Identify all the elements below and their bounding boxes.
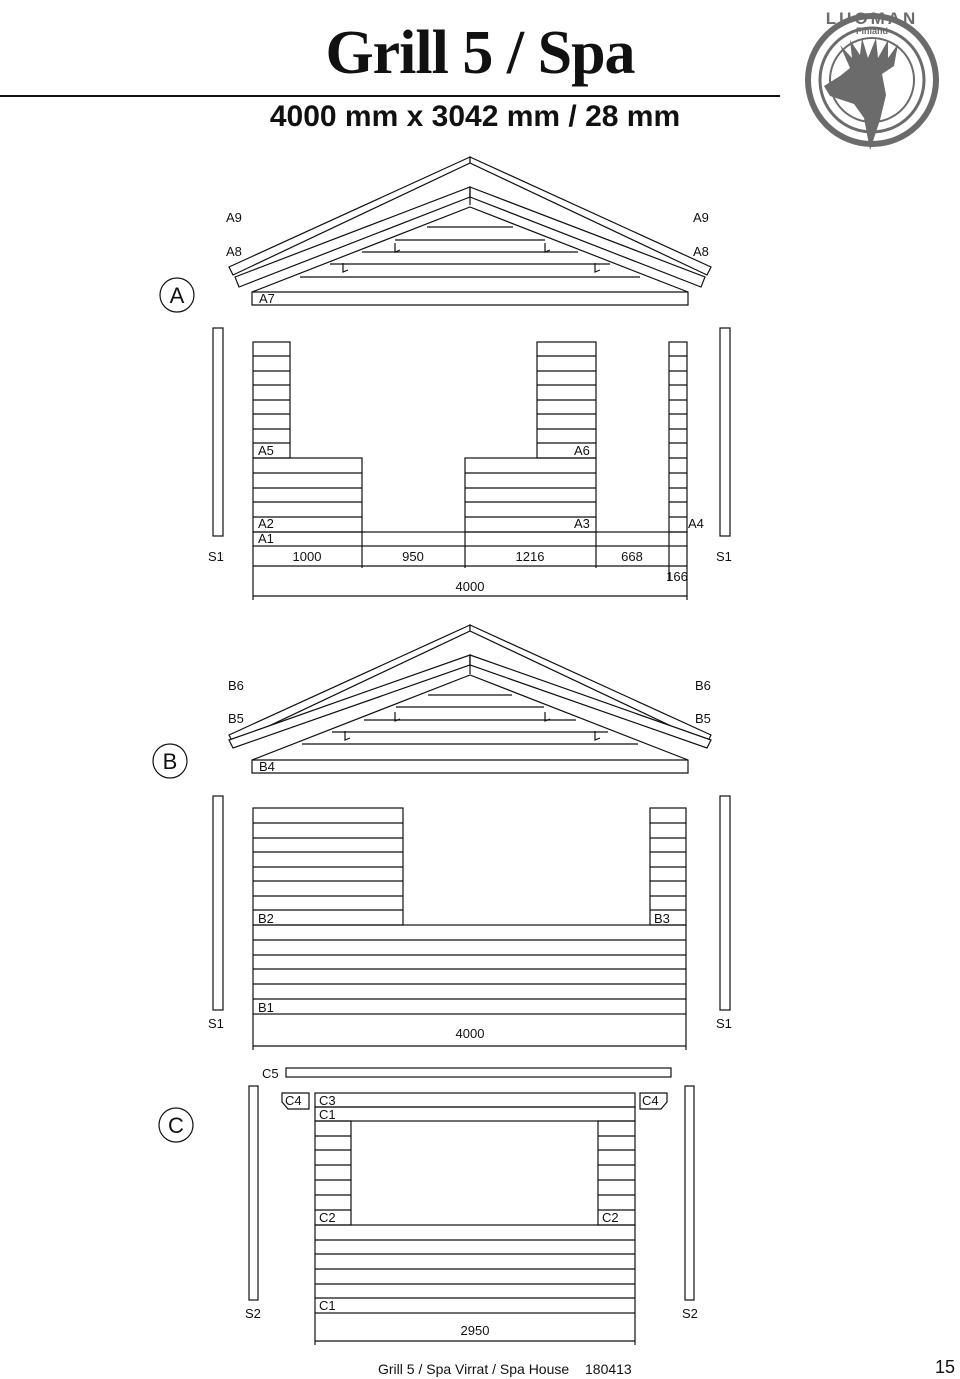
part-a1: A1 [258, 531, 274, 546]
dim-a-166: 166 [666, 569, 688, 584]
dim-b-total: 4000 [455, 1026, 485, 1041]
part-b4: B4 [259, 759, 275, 774]
page-number: 15 [935, 1357, 956, 1377]
logo-wordmark: LUOMAN [825, 9, 919, 28]
footer-text: Grill 5 / Spa Virrat / Spa House [378, 1361, 570, 1377]
part-a4: A4 [688, 516, 704, 531]
part-c2-right: C2 [602, 1210, 619, 1225]
part-s1-a-left: S1 [208, 549, 224, 564]
part-a8-right: A8 [693, 244, 709, 259]
part-b3: B3 [654, 911, 670, 926]
part-b6-right: B6 [695, 678, 711, 693]
part-c2-left: C2 [319, 1210, 336, 1225]
part-a2: A2 [258, 516, 274, 531]
part-a9-right: A9 [693, 210, 709, 225]
wall-c-top-board [286, 1068, 671, 1077]
part-c3: C3 [319, 1093, 336, 1108]
dim-c-total: 2950 [460, 1323, 490, 1338]
dim-a-668: 668 [621, 549, 643, 564]
footer-code: 180413 [585, 1361, 632, 1377]
wall-c-marker-label: C [168, 1113, 184, 1138]
part-c4-right: C4 [642, 1093, 659, 1108]
dim-a-1000: 1000 [292, 549, 322, 564]
dim-a-950: 950 [402, 549, 424, 564]
part-a7: A7 [259, 291, 275, 306]
wall-b-s1-left [213, 796, 223, 1010]
part-b6-left: B6 [228, 678, 244, 693]
dim-a-total: 4000 [455, 579, 485, 594]
part-s1-b-left: S1 [208, 1016, 224, 1031]
wall-a-marker-label: A [169, 283, 185, 308]
wall-b-s1-right [720, 796, 730, 1010]
part-s1-b-right: S1 [716, 1016, 732, 1031]
part-b5-left: B5 [228, 711, 244, 726]
dim-a-1216: 1216 [515, 549, 545, 564]
page-subtitle: 4000 mm x 3042 mm / 28 mm [269, 100, 681, 133]
part-a6: A6 [574, 443, 590, 458]
wall-c-s2-right [685, 1086, 694, 1300]
wall-a-s1-right [720, 328, 730, 536]
part-b5-right: B5 [695, 711, 711, 726]
part-a8-left: A8 [226, 244, 242, 259]
part-s1-a-right: S1 [716, 549, 732, 564]
wall-c-s2-left [249, 1086, 258, 1300]
part-a3: A3 [574, 516, 590, 531]
wall-b-marker-label: B [162, 749, 178, 774]
part-a9-left: A9 [226, 210, 242, 225]
logo-subtext: Finland [856, 26, 888, 36]
part-c1-top: C1 [319, 1107, 336, 1122]
part-c4-left: C4 [285, 1093, 302, 1108]
part-c5: C5 [262, 1066, 279, 1081]
part-b2: B2 [258, 911, 274, 926]
wall-c-logs [282, 1093, 667, 1313]
wall-a-roof [229, 157, 711, 305]
wall-b-logs [253, 808, 686, 1014]
wall-a-logs [253, 342, 687, 546]
page-title: Grill 5 / Spa [325, 19, 635, 87]
wall-a-s1-left [213, 328, 223, 536]
wall-b-roof [229, 625, 711, 773]
part-c1-bottom: C1 [319, 1298, 336, 1313]
part-b1: B1 [258, 1000, 274, 1015]
part-s2-right: S2 [682, 1306, 698, 1321]
part-a5: A5 [258, 443, 274, 458]
part-s2-left: S2 [245, 1306, 261, 1321]
